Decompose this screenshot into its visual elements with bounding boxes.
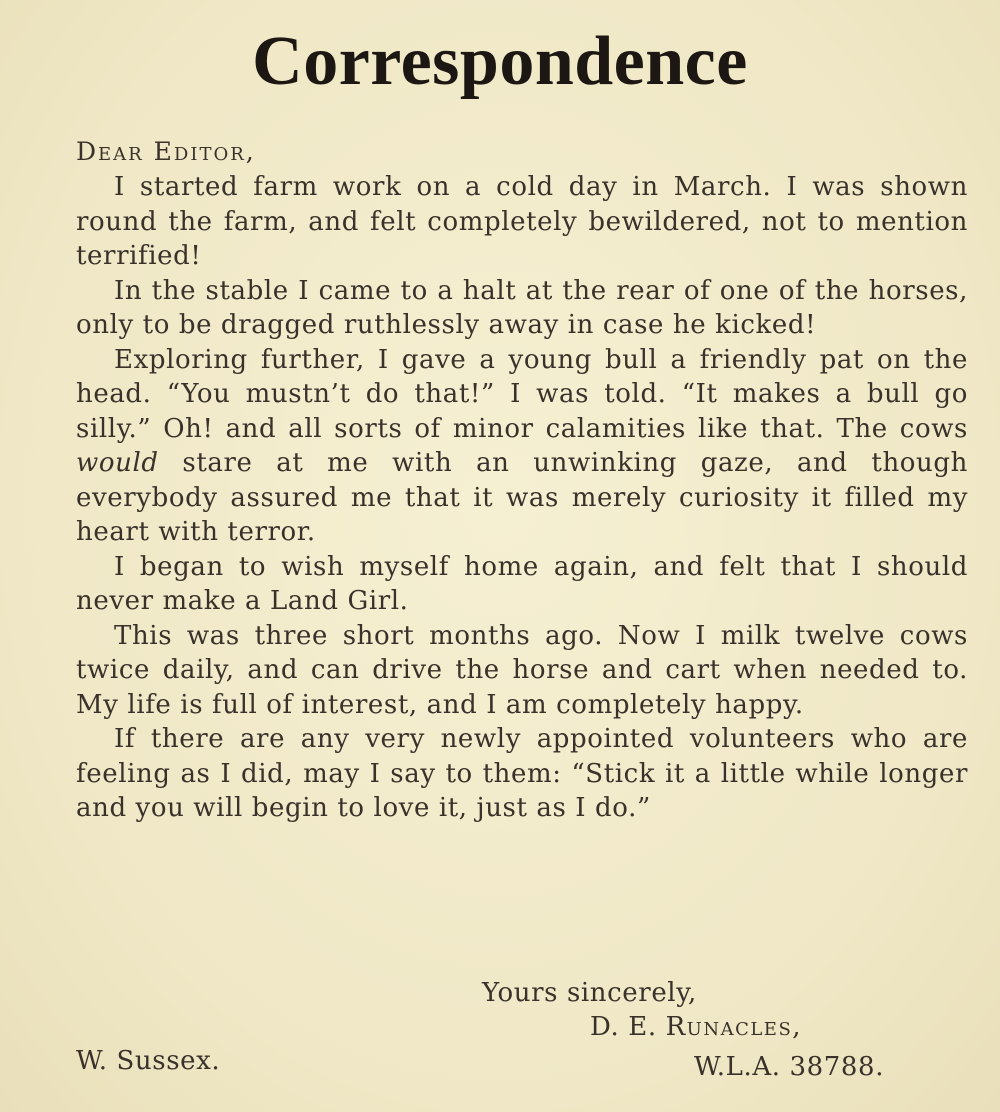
paragraph-6: If there are any very newly appointed volunteers who are feeling as I did, may I say to them: “Stick it a little while longer and you will begin to love it, just as I do.” — [76, 724, 968, 823]
paragraph-5: This was three short months ago. Now I milk twelve cows twice daily, and can drive the horse and cart when needed to. My life is full of interest, and I am completely happy. — [76, 620, 968, 720]
salutation: Dear Editor, — [76, 137, 256, 166]
paragraph-4: I began to wish myself home again, and felt that I should never make a Land Girl. — [76, 551, 968, 616]
page-title: Correspondence — [252, 23, 748, 100]
paragraph-2: In the stable I came to a halt at the rear of one of the horses, only to be dragged ruthlessly away in case he kicked! — [76, 275, 968, 340]
signature-initials: D. E. — [590, 1012, 657, 1042]
location: W. Sussex. — [76, 1046, 221, 1076]
paragraph-1: I started farm work on a cold day in March. I was shown round the farm, and felt completely bewildered, not to mention terrified! — [76, 172, 968, 271]
closing: Yours sincerely, — [482, 978, 697, 1008]
paragraph-3-start: Exploring further, I gave a young bull a friendly pat on the head. “You mustn’t do that!” I was told. “It makes a bull go silly.” Oh! and all sorts of minor calamities like that. The cows — [76, 344, 968, 444]
signature — [590, 1012, 802, 1042]
member-number: W.L.A. 38788. — [694, 1052, 885, 1082]
letter-body — [76, 170, 968, 826]
paragraph-3 — [76, 343, 968, 550]
paragraph-3-emphasis: would — [76, 448, 159, 478]
paragraph-3-end: stare at me with an unwinking gaze, and though everybody assured me that it was merely curiosity it filled my heart with terror. — [76, 448, 968, 547]
signature-surname: Runacles, — [665, 1012, 803, 1042]
